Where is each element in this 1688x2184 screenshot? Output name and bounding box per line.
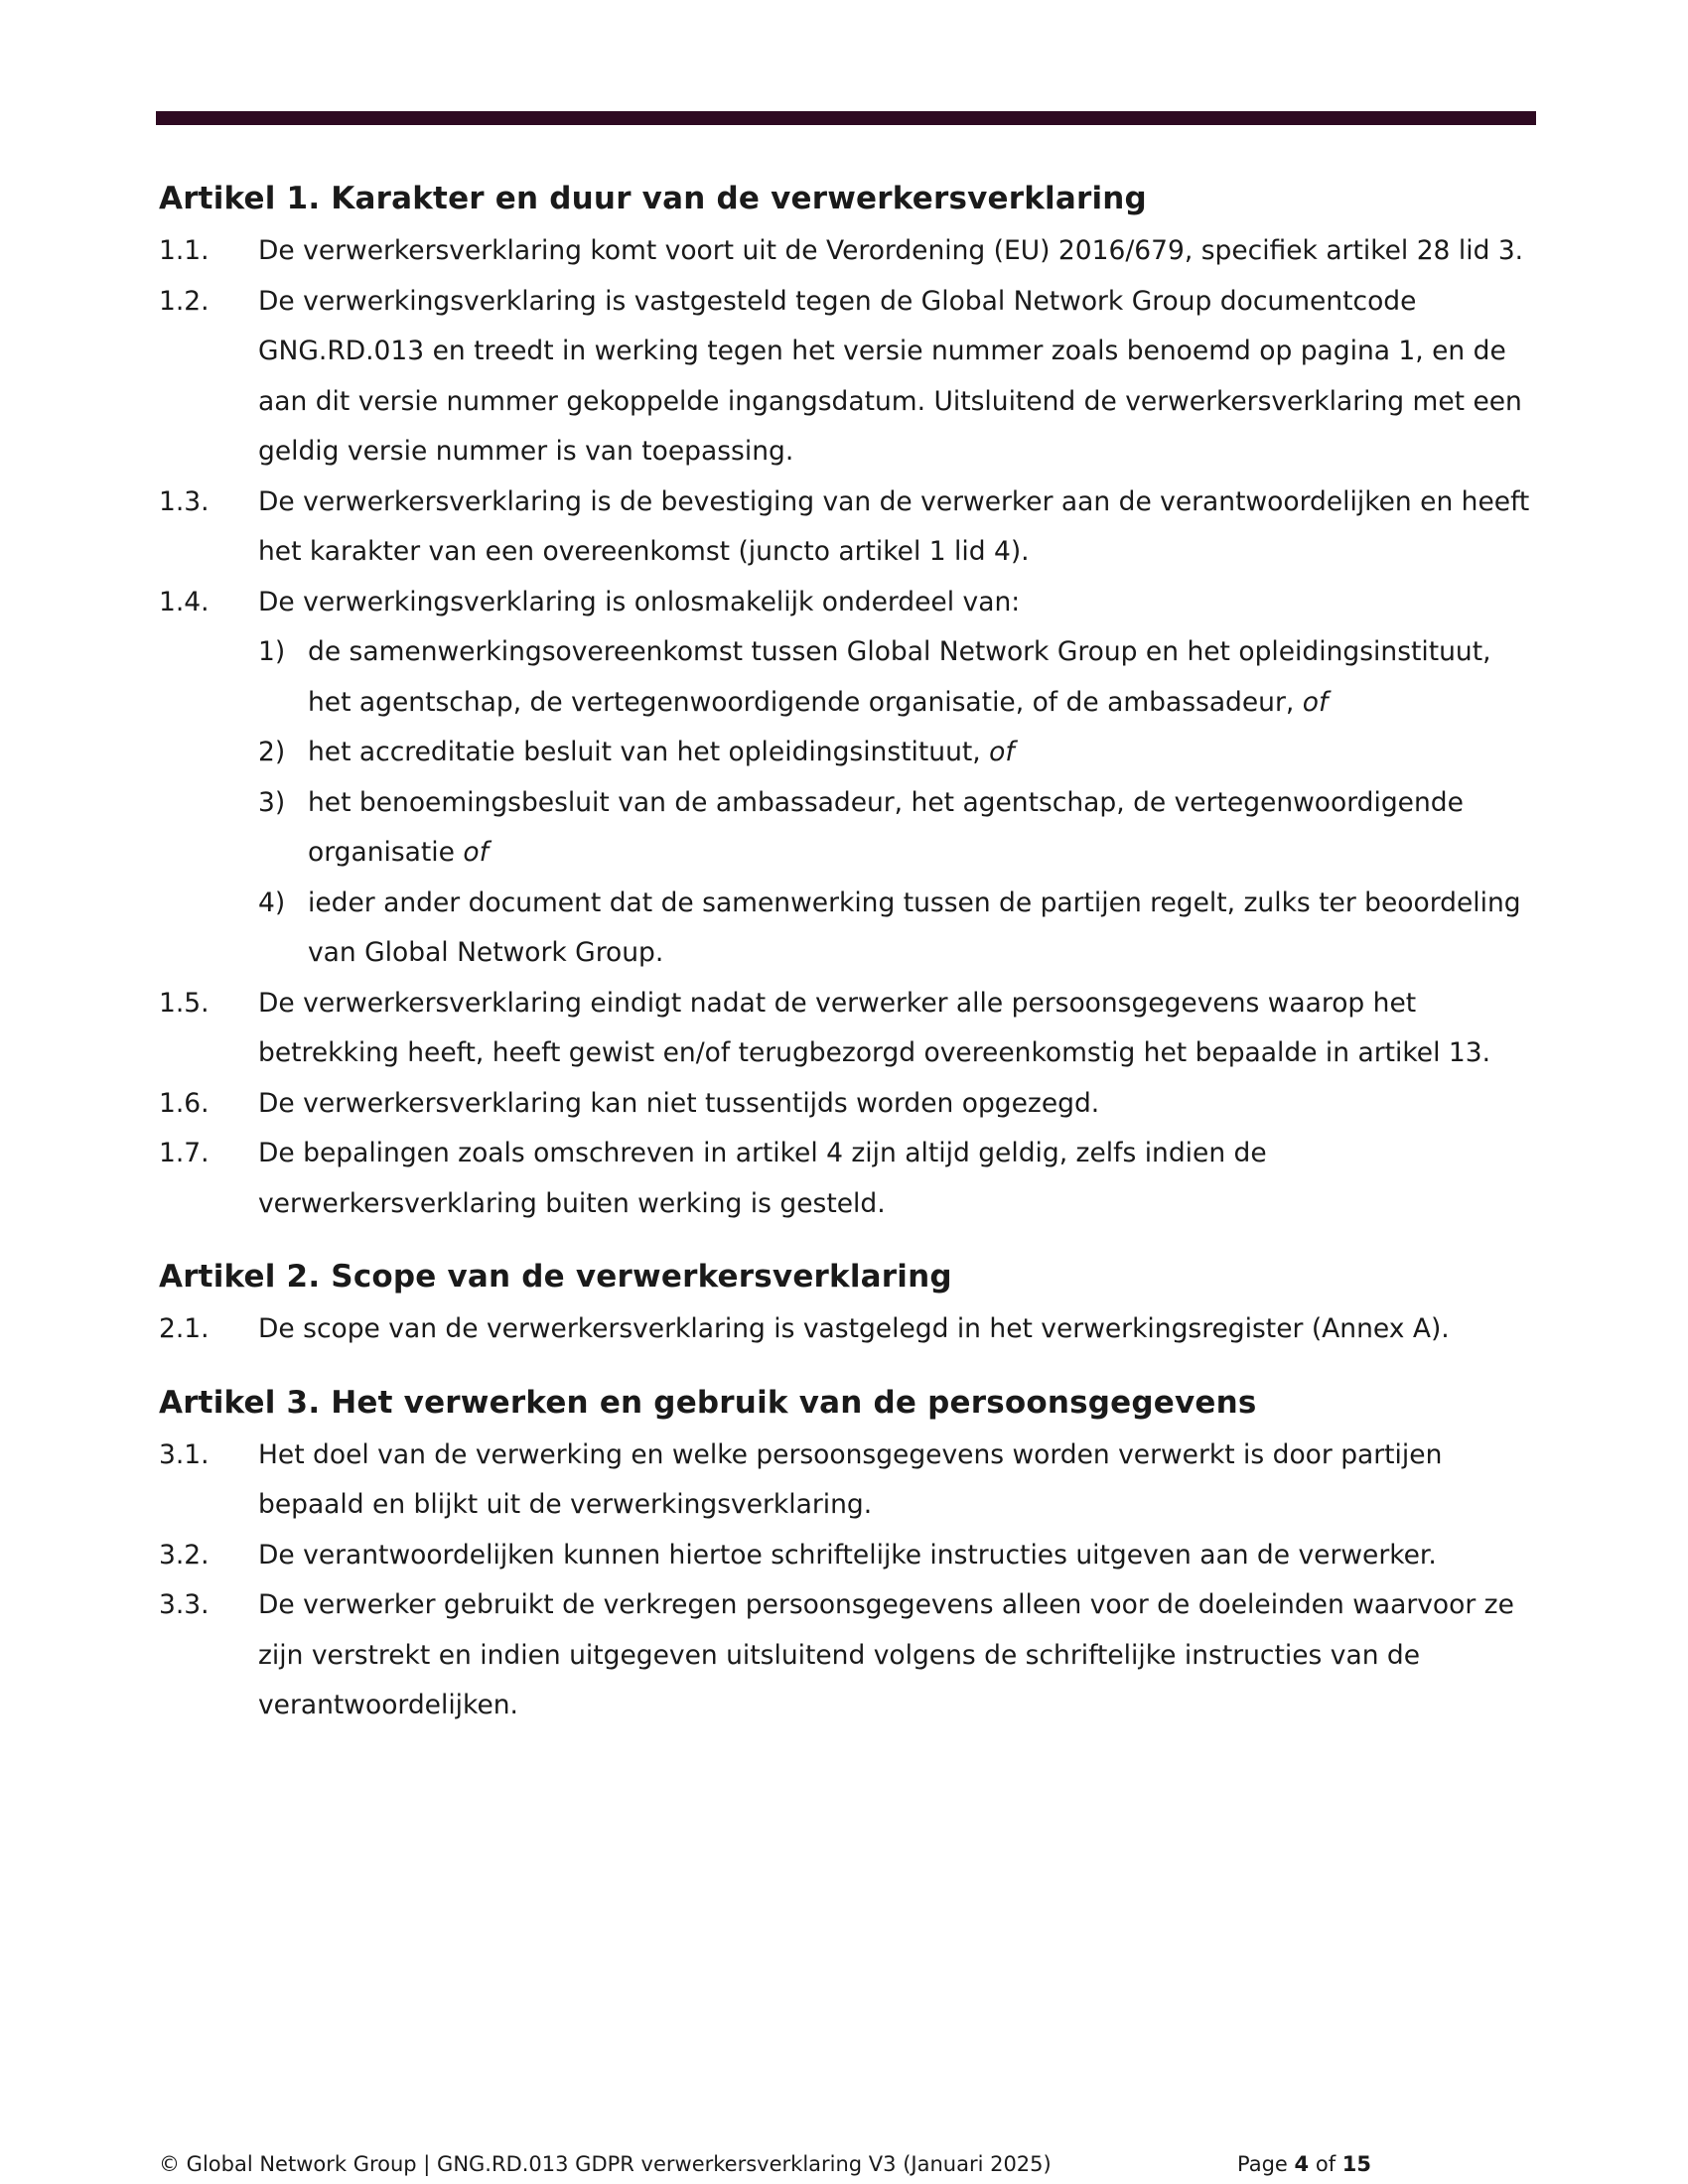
article-1 — [159, 177, 1539, 1229]
clause-1-5 — [159, 979, 1539, 1079]
clause-text: De verwerkersverklaring is de bevestiging van de verwerker aan de verantwoordelijken en heeft het karakter van een overeenkomst (juncto artikel 1 lid 4). — [258, 485, 1530, 567]
clause-2-1 — [159, 1304, 1539, 1355]
page-current: 4 — [1294, 2152, 1310, 2176]
clause-number: 1.4. — [159, 586, 210, 617]
document-body — [159, 177, 1539, 1757]
clause-number: 2.1. — [159, 1313, 210, 1344]
clause-3-1 — [159, 1431, 1539, 1531]
list-item-number: 1) — [258, 636, 286, 667]
footer-copyright: © Global Network Group | GNG.RD.013 GDPR verwerkersverklaring V3 (Januari 2025) — [159, 2152, 1052, 2176]
footer-page-number — [1237, 2150, 1371, 2178]
clause-text: De verantwoordelijken kunnen hiertoe schriftelijke instructies uitgeven aan de verwerker. — [258, 1539, 1437, 1570]
clause-number: 1.6. — [159, 1087, 210, 1119]
clause-number: 1.7. — [159, 1138, 210, 1168]
list-item — [258, 778, 1539, 879]
clause-text: De verwerker gebruikt de verkregen persoonsgegevens alleen voor de doeleinden waarvoor ze zijn verstrekt en indien uitgegeven uitsluitend volgens de schriftelijke instructies van de verantwoordelijken. — [258, 1589, 1514, 1720]
clause-1-7 — [159, 1129, 1539, 1229]
list-item-emphasis: of — [989, 737, 1015, 767]
list-item-text: het benoemingsbesluit van de ambassadeur, het agentschap, de vertegenwoordigende organisatie — [308, 786, 1464, 868]
list-item-number: 4) — [258, 887, 286, 918]
article-1-title: Artikel 1. Karakter en duur van de verwerkersverklaring — [159, 181, 1147, 216]
clause-text: De verwerkingsverklaring is onlosmakelijk onderdeel van: — [258, 586, 1021, 617]
page-word: Page — [1237, 2152, 1288, 2176]
clause-3-3 — [159, 1580, 1539, 1731]
clause-number: 1.2. — [159, 285, 210, 317]
clause-1-4 — [159, 578, 1539, 979]
list-item-emphasis: of — [463, 837, 489, 868]
article-2-title: Artikel 2. Scope van de verwerkersverklaring — [159, 1259, 952, 1295]
list-item — [258, 627, 1539, 728]
clause-1-3 — [159, 478, 1539, 578]
header-rule — [156, 111, 1536, 125]
clause-text: Het doel van de verwerking en welke persoonsgegevens worden verwerkt is door partijen bepaald en blijkt uit de verwerkingsverklaring. — [258, 1438, 1443, 1520]
clause-text: De scope van de verwerkersverklaring is vastgelegd in het verwerkingsregister (Annex A). — [258, 1313, 1450, 1344]
clause-number: 1.5. — [159, 987, 210, 1019]
clause-text: De verwerkingsverklaring is vastgesteld tegen de Global Network Group documentcode GNG.RD.013 en treedt in werking tegen het versie nummer zoals benoemd op pagina 1, en de aan dit versie nummer gekoppelde ingangsdatum. Uitsluitend de verwerkersverklaring met een geldig versie nummer is van toepassing. — [258, 285, 1522, 467]
clause-3-2 — [159, 1531, 1539, 1581]
page-of: of — [1315, 2152, 1336, 2176]
list-item-emphasis: of — [1302, 686, 1329, 718]
clause-1-6 — [159, 1079, 1539, 1130]
clause-text: De bepalingen zoals omschreven in artikel 4 zijn altijd geldig, zelfs indien de verwerkersverklaring buiten werking is gesteld. — [258, 1138, 1267, 1219]
list-item — [258, 728, 1539, 778]
clause-1-2 — [159, 277, 1539, 478]
clause-number: 1.1. — [159, 235, 210, 266]
clause-number: 3.1. — [159, 1438, 210, 1470]
clause-number: 3.3. — [159, 1589, 210, 1620]
article-3 — [159, 1381, 1539, 1731]
clause-text: De verwerkersverklaring kan niet tussentijds worden opgezegd. — [258, 1087, 1100, 1119]
article-3-title: Artikel 3. Het verwerken en gebruik van de persoonsgegevens — [159, 1384, 1257, 1421]
clause-text: De verwerkersverklaring eindigt nadat de verwerker alle persoonsgegevens waarop het betrekking heeft, heeft gewist en/of terugbezorgd overeenkomstig het bepaalde in artikel 13. — [258, 987, 1491, 1068]
clause-text: De verwerkersverklaring komt voort uit de Verordening (EU) 2016/679, specifiek artikel 28 lid 3. — [258, 235, 1524, 266]
list-item-text: ieder ander document dat de samenwerking tussen de partijen regelt, zulks ter beoordeling van Global Network Group. — [308, 887, 1521, 968]
list-item — [258, 879, 1539, 979]
clause-number: 1.3. — [159, 485, 210, 517]
list-item-number: 2) — [258, 737, 286, 767]
list-item-number: 3) — [258, 786, 286, 818]
clause-1-1 — [159, 226, 1539, 277]
page-total: 15 — [1341, 2152, 1372, 2176]
article-2 — [159, 1255, 1539, 1355]
list-item-text: de samenwerkingsovereenkomst tussen Global Network Group en het opleidingsinstituut, het agentschap, de vertegenwoordigende organisatie, of de ambassadeur, — [308, 636, 1491, 718]
list-item-text: het accreditatie besluit van het opleidingsinstituut, — [308, 737, 981, 767]
clause-number: 3.2. — [159, 1539, 210, 1570]
